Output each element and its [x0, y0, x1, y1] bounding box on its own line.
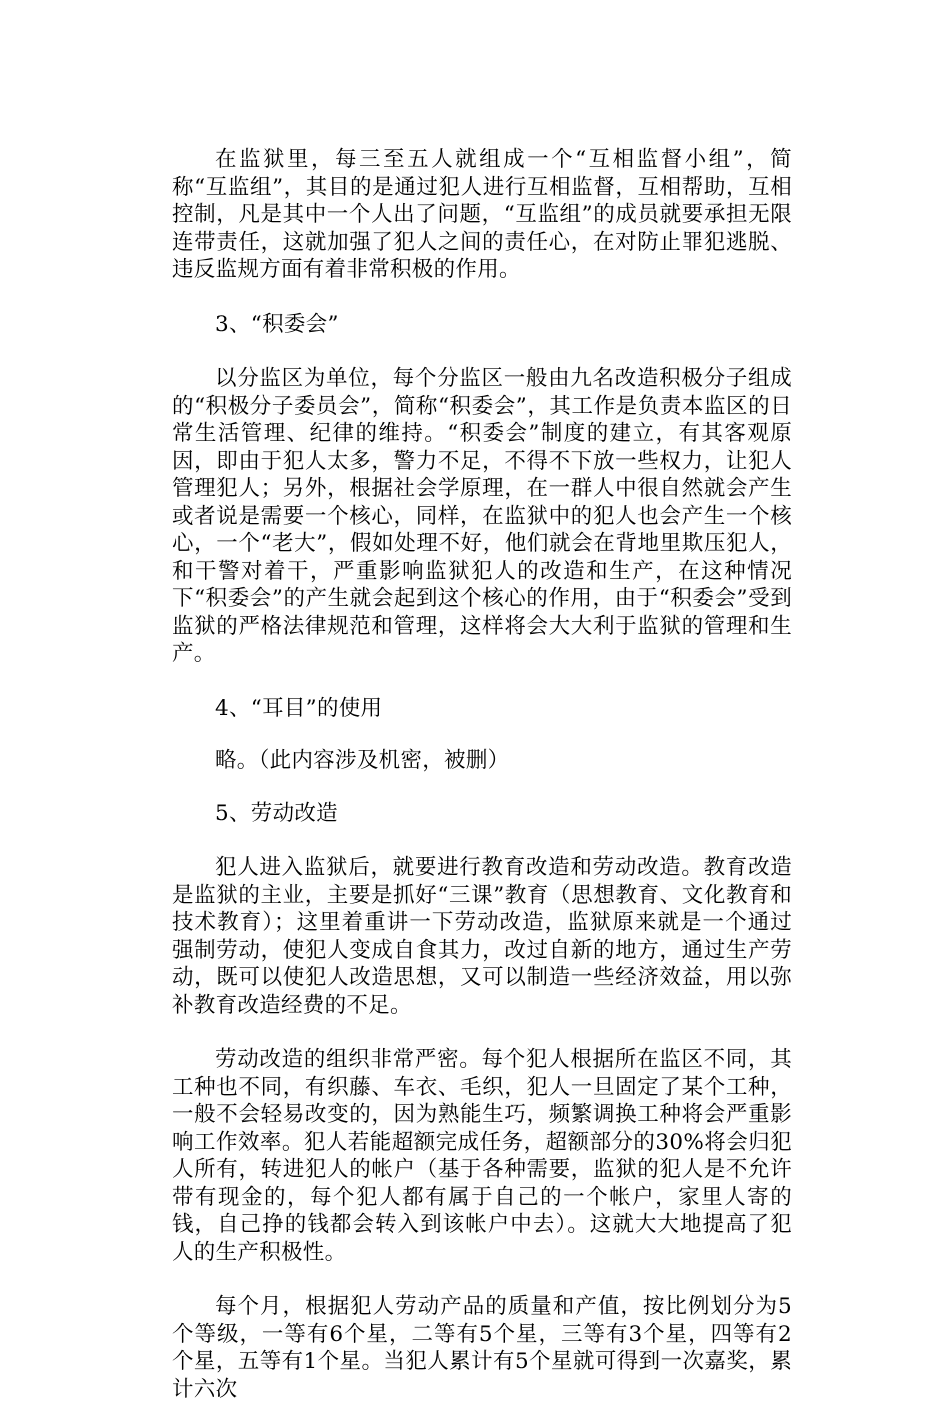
paragraph-spacer [172, 338, 792, 365]
document-body [172, 146, 792, 1403]
paragraph-activist-committee: 以分监区为单位，每个分监区一般由九名改造积极分子组成的“积极分子委员会”，简称“积委会”，其工作是负责本监区的日常生活管理、纪律的维持。“积委会”制度的建立，有其客观原因，即由于犯人太多，警力不足，不得不下放一些权力，让犯人管理犯人；另外，根据社会学原理，在一群人中很自然就会产生或者说是需要一个核心，同样，在监狱中的犯人也会产生一个核心，一个“老大”，假如处理不好，他们就会在背地里欺压犯人，和干警对着干，严重影响监狱犯人的改造和生产，在这种情况下“积委会”的产生就会起到这个核心的作用，由于“积委会”受到监狱的严格法律规范和管理，这样将会大大利于监狱的管理和生产。 [172, 366, 792, 666]
paragraph-monthly-rating: 每个月，根据犯人劳动产品的质量和产值，按比例划分为5个等级，一等有6个星，二等有5个星，三等有3个星，四等有2个星，五等有1个星。当犯人累计有5个星就可得到一次嘉奖，累计六次 [172, 1294, 792, 1402]
paragraph-spacer [172, 827, 792, 854]
paragraph-spacer [172, 1019, 792, 1046]
paragraph-omitted-notice: 略。（此内容涉及机密，被删） [215, 748, 510, 773]
paragraph-spacer [172, 775, 792, 800]
paragraph-spacer [172, 284, 792, 311]
section-heading-4: 4、“耳目”的使用 [215, 695, 383, 721]
paragraph-mutual-supervision-group: 在监狱里，每三至五人就组成一个“互相监督小组”，简称“互监组”，其目的是通过犯人进行互相监督，互相帮助，互相控制，凡是其中一个人出了问题，“互监组”的成员就要承担无限连带责任，这就加强了犯人之间的责任心，在对防止罪犯逃脱、违反监规方面有着非常积极的作用。 [172, 147, 792, 282]
section-heading-5: 5、劳动改造 [215, 800, 338, 826]
paragraph-spacer [172, 668, 792, 695]
paragraph-spacer [172, 1266, 792, 1293]
paragraph-spacer [172, 722, 792, 747]
section-heading-3: 3、“积委会” [215, 311, 339, 337]
paragraph-labor-reform-intro: 犯人进入监狱后，就要进行教育改造和劳动改造。教育改造是监狱的主业，主要是抓好“三课”教育（思想教育、文化教育和技术教育）；这里着重讲一下劳动改造，监狱原来就是一个通过强制劳动，使犯人变成自食其力，改过自新的地方，通过生产劳动，既可以使犯人改造思想，又可以制造一些经济效益，用以弥补教育改造经费的不足。 [172, 855, 792, 1018]
paragraph-labor-organization: 劳动改造的组织非常严密。每个犯人根据所在监区不同，其工种也不同，有织藤、车衣、毛织，犯人一旦固定了某个工种，一般不会轻易改变的，因为熟能生巧，频繁调换工种将会严重影响工作效率。犯人若能超额完成任务，超额部分的30%将会归犯人所有，转进犯人的帐户（基于各种需要，监狱的犯人是不允许带有现金的，每个犯人都有属于自己的一个帐户，家里人寄的钱，自己挣的钱都会转入到该帐户中去）。这就大大地提高了犯人的生产积极性。 [172, 1047, 792, 1265]
